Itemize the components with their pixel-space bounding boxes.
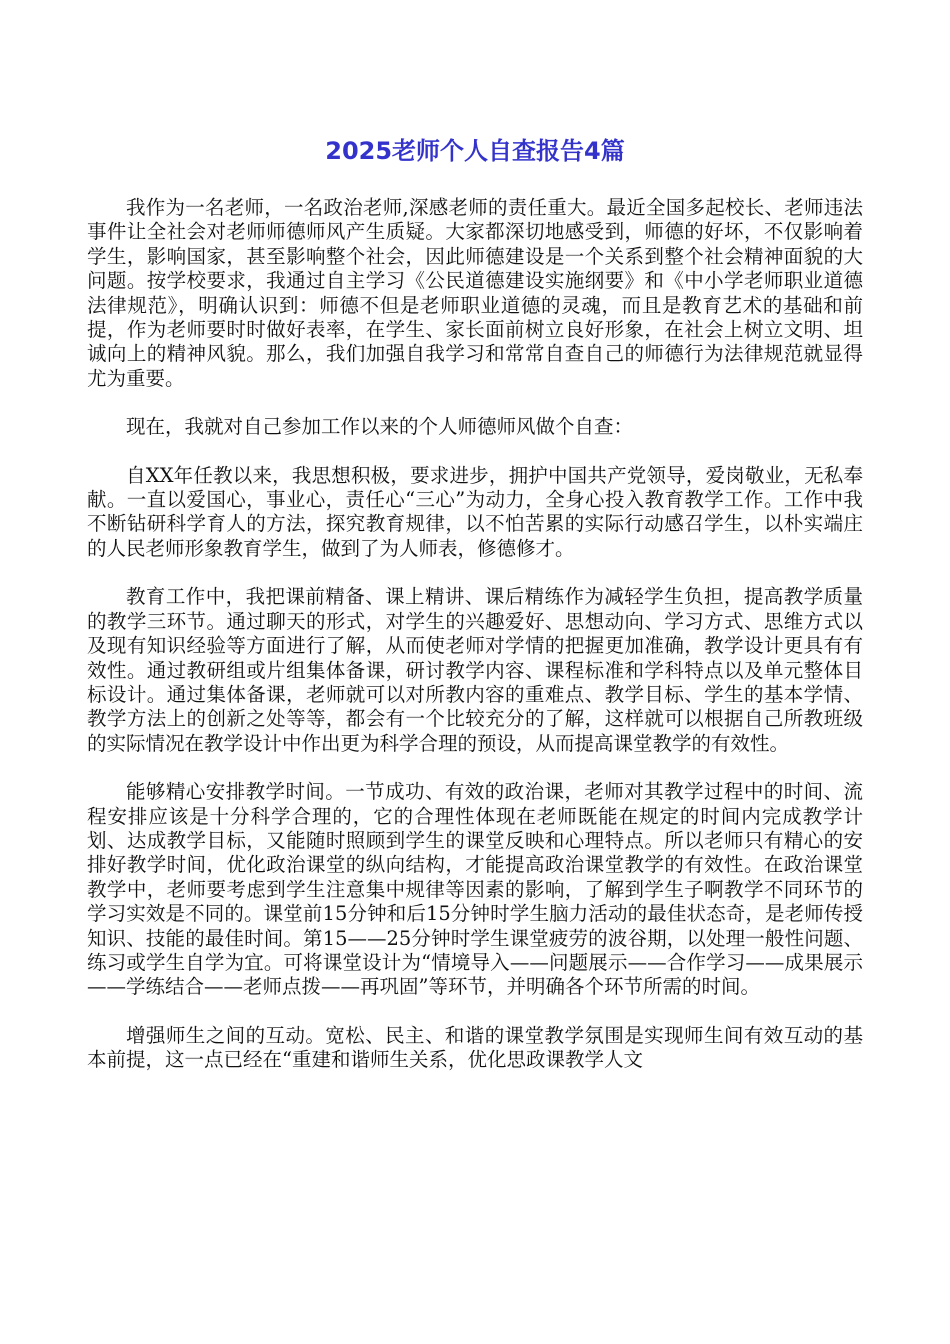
paragraph-6: 增强师生之间的互动。宽松、民主、和谐的课堂教学氛围是实现师生间有效互动的基本前提，这一点已经在“重建和谐师生关系，优化思政课教学人文: [87, 1023, 863, 1072]
paragraph-4: 教育工作中，我把课前精备、课上精讲、课后精练作为减轻学生负担，提高教学质量的教学三环节。通过聊天的形式，对学生的兴趣爱好、思想动向、学习方式、思维方式以及现有知识经验等方面进行了解，从而使老师对学情的把握更加准确，教学设计更具有有效性。通过教研组或片组集体备课，研讨教学内容、课程标准和学科特点以及单元整体目标设计。通过集体备课，老师就可以对所教内容的重难点、教学目标、学生的基本学情、教学方法上的创新之处等等，都会有一个比较充分的了解，这样就可以根据自己所教班级的实际情况在教学设计中作出更为科学合理的预设，从而提高课堂教学的有效性。: [87, 585, 863, 755]
paragraph-1: 我作为一名老师，一名政治老师,深感老师的责任重大。最近全国多起校长、老师违法事件让全社会对老师师德师风产生质疑。大家都深切地感受到，师德的好坏，不仅影响着学生，影响国家，甚至影响整个社会，因此师德建设是一个关系到整个社会精神面貌的大问题。按学校要求，我通过自主学习《公民道德建设实施纲要》和《中小学老师职业道德法律规范》，明确认识到：师德不但是老师职业道德的灵魂，而且是教育艺术的基础和前提，作为老师要时时做好表率，在学生、家长面前树立良好形象，在社会上树立文明、坦诚向上的精神风貌。那么，我们加强自我学习和常常自查自己的师德行为法律规范就显得尤为重要。: [87, 196, 863, 390]
document-body: [87, 196, 863, 1097]
paragraph-3: 自XX年任教以来，我思想积极，要求进步，拥护中国共产党领导，爱岗敬业，无私奉献。一直以爱国心，事业心，责任心“三心”为动力，全身心投入教育教学工作。工作中我不断钻研科学育人的方法，探究教育规律，以不怕苦累的实际行动感召学生，以朴实端庄的人民老师形象教育学生，做到了为人师表，修德修才。: [87, 463, 863, 560]
paragraph-5: 能够精心安排教学时间。一节成功、有效的政治课，老师对其教学过程中的时间、流程安排应该是十分科学合理的，它的合理性体现在老师既能在规定的时间内完成教学计划、达成教学目标，又能随时照顾到学生的课堂反映和心理特点。所以老师只有精心的安排好教学时间，优化政治课堂的纵向结构，才能提高政治课堂教学的有效性。在政治课堂教学中，老师要考虑到学生注意集中规律等因素的影响，了解到学生子啊教学不同环节的学习实效是不同的。课堂前15分钟和后15分钟时学生脑力活动的最佳状态奇，是老师传授知识、技能的最佳时间。第15——25分钟时学生课堂疲劳的波谷期，以处理一般性问题、练习或学生自学为宜。可将课堂设计为“情境导入——问题展示——合作学习——成果展示——学练结合——老师点拨——再巩固”等环节，并明确各个环节所需的时间。: [87, 780, 863, 999]
paragraph-2: 现在，我就对自己参加工作以来的个人师德师风做个自查：: [126, 415, 634, 439]
page-title: 2025老师个人自查报告4篇: [325, 137, 625, 165]
